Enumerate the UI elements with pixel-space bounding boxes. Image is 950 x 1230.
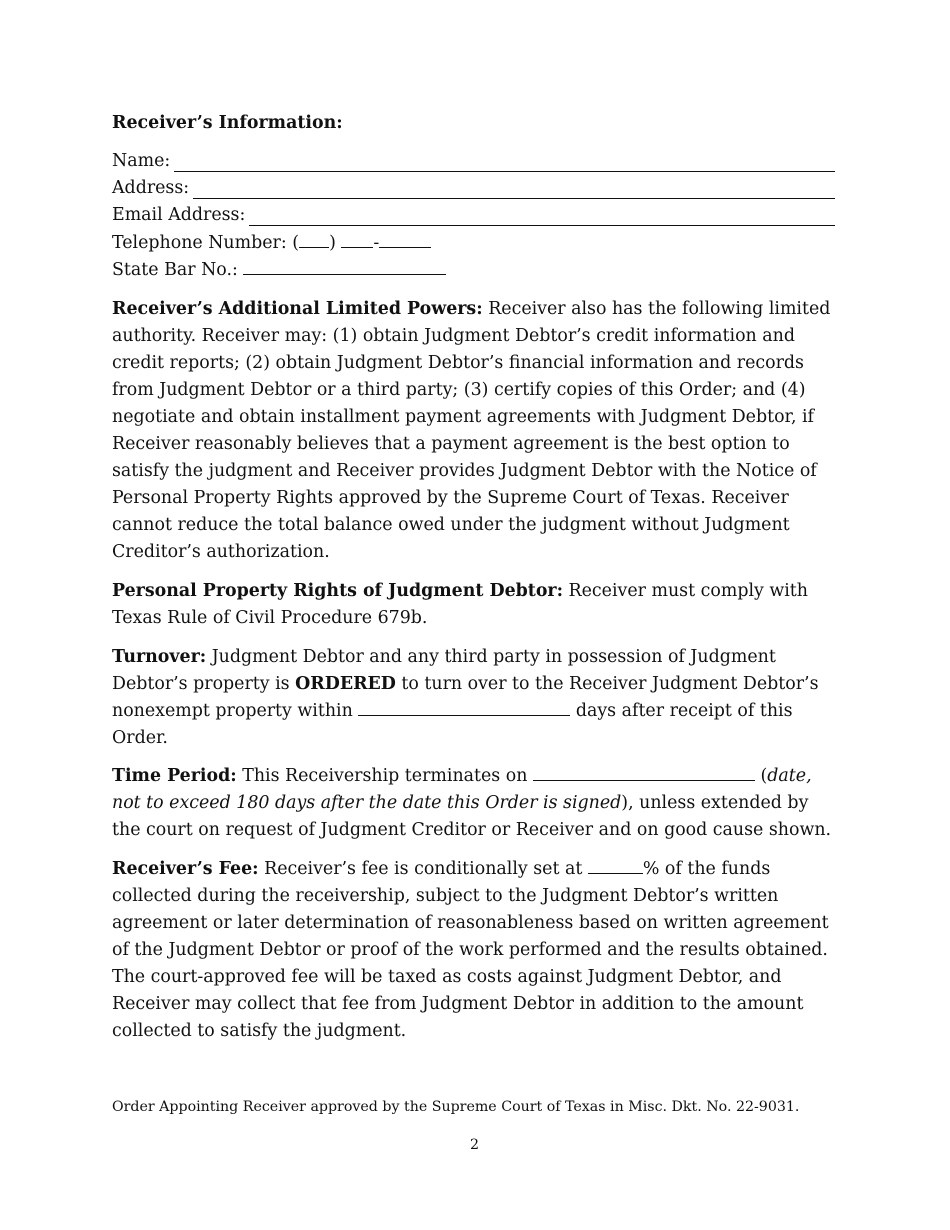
time-period-text-2: ), unless extended by the court on request of Judgment Creditor or Receiver and on good cause shown. xyxy=(112,793,832,840)
name-blank[interactable] xyxy=(174,154,835,172)
turnover-text-2: to turn over to the Receiver Judgment Debtor’s nonexempt property within xyxy=(112,674,819,721)
name-line xyxy=(112,150,835,172)
area-code-blank[interactable] xyxy=(299,231,329,248)
receiver-info-heading: Receiver’s Information: xyxy=(112,113,343,133)
address-label: Address: xyxy=(112,178,190,198)
footer-text: Order Appointing Receiver approved by the Supreme Court of Texas in Misc. Dkt. No. 22-9031. xyxy=(112,1099,800,1115)
fee-text-2: % of the funds collected during the receivership, subject to the Judgment Debtor’s written agreement or later determination of reasonableness based on written agreement of the Judgment Debtor or proof of the work performed and the results obtained. The court-approved fee will be taxed as costs against Judgment Debtor, and Receiver may collect that fee from Judgment Debtor in addition to the amount collected to satisfy the judgment. xyxy=(112,859,829,1041)
property-rights-heading: Personal Property Rights of Judgment Debtor: xyxy=(112,581,564,601)
email-line xyxy=(112,204,835,226)
telephone-line xyxy=(112,231,431,254)
state-bar-label: State Bar No.: xyxy=(112,260,238,280)
page-number: 2 xyxy=(469,1137,480,1153)
turnover-text-3: days after receipt of this Order. xyxy=(112,701,793,748)
time-period-paren-open: ( xyxy=(760,766,768,786)
time-period-heading: Time Period: xyxy=(112,766,237,786)
additional-powers-heading: Receiver’s Additional Limited Powers: xyxy=(112,299,483,319)
ordered-text: ORDERED xyxy=(295,674,396,694)
state-bar-line xyxy=(112,258,446,281)
telephone-paren-open: ( xyxy=(292,233,300,253)
telephone-paren-close: ) xyxy=(329,233,336,253)
turnover-days-blank[interactable] xyxy=(358,699,570,716)
additional-powers-paragraph xyxy=(112,296,835,566)
time-period-paragraph xyxy=(112,763,835,844)
additional-powers-text: Receiver also has the following limited authority. Receiver may: (1) obtain Judgment Debtor’s credit information and credit reports; (2) obtain Judgment Debtor’s financial information and records from Judgment Debtor or a third party; (3) certify copies of this Order; and (4) negotiate and obtain installment payment agreements with Judgment Debtor, if Receiver reasonably believes that a payment agreement is the best option to satisfy the judgment and Receiver provides Judgment Debtor with the Notice of Personal Property Rights approved by the Supreme Court of Texas. Receiver cannot reduce the total balance owed under the judgment without Judgment Creditor’s authorization. xyxy=(112,299,831,562)
telephone-label: Telephone Number: xyxy=(112,233,287,253)
fee-percent-blank[interactable] xyxy=(588,857,643,874)
fee-text-1: Receiver’s fee is conditionally set at xyxy=(264,859,583,879)
property-rights-text: Receiver must comply with Texas Rule of Civil Procedure 679b. xyxy=(112,581,808,628)
turnover-heading: Turnover: xyxy=(112,647,207,667)
fee-heading: Receiver’s Fee: xyxy=(112,859,259,879)
address-line xyxy=(112,177,835,199)
address-blank[interactable] xyxy=(193,181,835,199)
telephone-dash: - xyxy=(373,233,380,253)
turnover-text-1: Judgment Debtor and any third party in possession of Judgment Debtor’s property is xyxy=(112,647,776,694)
state-bar-blank[interactable] xyxy=(243,258,446,275)
phone-line-blank[interactable] xyxy=(379,231,431,248)
email-label: Email Address: xyxy=(112,205,246,225)
time-period-text-1: This Receivership terminates on xyxy=(242,766,528,786)
name-label: Name: xyxy=(112,151,171,171)
turnover-paragraph xyxy=(112,644,835,752)
time-period-italic: date, not to exceed 180 days after the date this Order is signed xyxy=(112,766,812,813)
termination-date-blank[interactable] xyxy=(533,764,755,781)
email-blank[interactable] xyxy=(249,208,835,226)
fee-paragraph xyxy=(112,856,835,1045)
phone-prefix-blank[interactable] xyxy=(341,231,373,248)
property-rights-paragraph xyxy=(112,578,835,632)
